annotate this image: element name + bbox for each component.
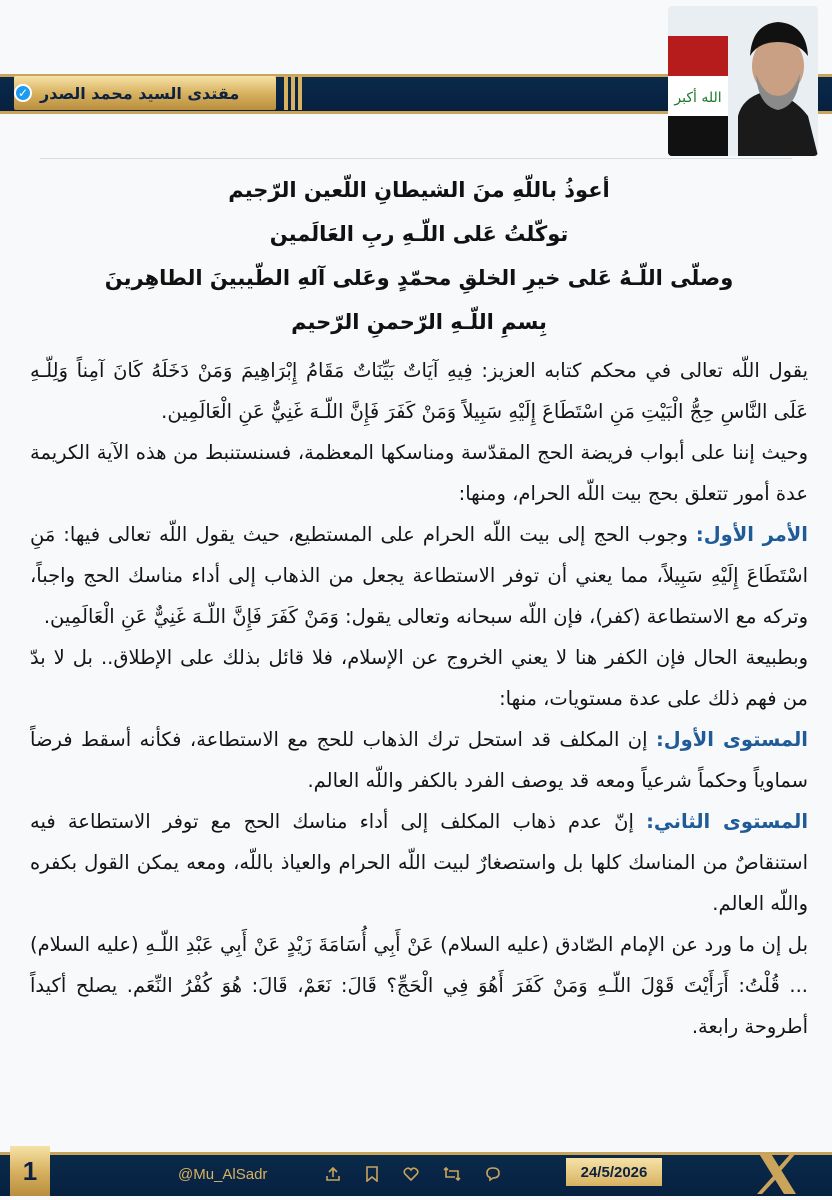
account-handle[interactable]: @Mu_AlSadr (178, 1165, 268, 1183)
verified-badge-icon: ✓ (14, 84, 32, 102)
paragraph-3-text: وجوب الحج إلى بيت اللّه الحرام على المستطيع، حيث يقول اللّه تعالى فيها: مَنِ اسْتَطَاعَ إِلَيْهِ سَبِيلاً، مما يعني أن توفر الاستطاعة يجعل من الذهاب إلى أداء مناسك الحج واجباً، وتركه مع الاستطاعة (كفر)، فإن اللّه سبحانه وتعالى يقول: وَمَنْ كَفَرَ فَإِنَّ اللّـهَ غَنِيٌّ عَنِ الْعَالَمِين. (30, 523, 808, 628)
point-heading-level-two: المستوى الثاني: (646, 810, 808, 833)
name-plate[interactable] (14, 76, 276, 110)
paragraph-7: بل إن ما ورد عن الإمام الصّادق (عليه السلام) عَنْ أَبِي أُسَامَةَ زَيْدٍ عَنْ أَبِي عَبْدِ اللّـهِ (عليه السلام) ... قُلْتُ: أَرَأَيْتَ قَوْلَ اللّـهِ وَمَنْ كَفَرَ أَهُوَ فِي الْحَجِّ؟ قَالَ: نَعَمْ، قَالَ: هُوَ كُفْرُ النِّعَم. يصلح أكيداً أطروحة رابعة. (30, 933, 808, 1038)
point-heading-level-one: المستوى الأول: (655, 728, 808, 751)
paragraph-6 (30, 801, 808, 924)
paragraph-3 (30, 514, 808, 637)
opening-line-3: وصلّى اللّـهُ عَلى خيرِ الخلقِ محمّدٍ وعَلى آلهِ الطّيبينَ الطاهِرينَ (104, 266, 734, 290)
paragraph-6-text: إنّ عدم ذهاب المكلف إلى أداء مناسك الحج مع توفر الاستطاعة فيه استنقاصٌ من المناسك كلها بل واستصغارٌ لبيت اللّه الحرام والعياذ باللّه، ومعه يمكن القول بكفره واللّه العالم. (30, 810, 808, 915)
action-icons (325, 1160, 501, 1188)
svg-text:الله أكبر: الله أكبر (674, 90, 722, 106)
opening-line-2: توكّلتُ عَلى اللّـهِ ربِ العَالَمين (269, 222, 569, 246)
share-icon[interactable] (325, 1166, 341, 1182)
author-name: مقتدى السيد محمد الصدر (40, 83, 240, 103)
statement-body (30, 168, 808, 1047)
portrait-image (668, 6, 818, 156)
footer (0, 1144, 832, 1200)
reply-icon[interactable] (485, 1166, 501, 1182)
opening-lines (30, 168, 808, 344)
paragraph-5 (30, 719, 808, 801)
point-heading-first-matter: الأمر الأول: (695, 523, 808, 546)
x-logo-icon[interactable] (752, 1148, 802, 1198)
opening-line-4: بِسمِ اللّـهِ الرّحمنِ الرّحيم (291, 310, 547, 334)
page-number: 1 (10, 1146, 50, 1196)
paragraph-5-text: إن المكلف قد استحل ترك الذهاب للحج مع الاستطاعة، فكأنه أسقط فرضاً سماوياً وحكماً شرعياً ومعه قد يوصف الفرد بالكفر واللّه العالم. (30, 728, 808, 792)
date-badge: 24/5/2026 (566, 1158, 662, 1186)
opening-line-1: أعوذُ باللّهِ منَ الشيطانِ اللّعين الرّجيم (228, 178, 610, 202)
like-icon[interactable] (403, 1166, 419, 1182)
paragraph-1: يقول اللّه تعالى في محكم كتابه العزيز: فِيهِ آيَاتٌ بَيِّنَاتٌ مَقَامُ إِبْرَاهِيمَ وَمَنْ دَخَلَهُ كَانَ آمِناً وَلِلّـهِ عَلَى النَّاسِ حِجُّ الْبَيْتِ مَنِ اسْتَطَاعَ إِلَيْهِ سَبِيلاً وَمَنْ كَفَرَ فَإِنَّ اللّـهَ غَنِيٌّ عَنِ الْعَالَمِين. (30, 359, 808, 423)
header-divider (40, 158, 792, 159)
header (0, 0, 832, 160)
retweet-icon[interactable] (443, 1166, 461, 1182)
paragraph-4: وبطبيعة الحال فإن الكفر هنا لا يعني الخروج عن الإسلام، فلا قائل بذلك على الإطلاق.. بل لا بدّ من فهم ذلك على عدة مستويات، منها: (30, 646, 808, 710)
paragraph-2: وحيث إننا على أبواب فريضة الحج المقدّسة ومناسكها المعظمة، فسنستنبط من هذه الآية الكريمة عدة أمور تتعلق بحج بيت اللّه الحرام، ومنها: (30, 441, 808, 505)
bookmark-icon[interactable] (365, 1166, 379, 1182)
gold-stripes (280, 76, 302, 110)
